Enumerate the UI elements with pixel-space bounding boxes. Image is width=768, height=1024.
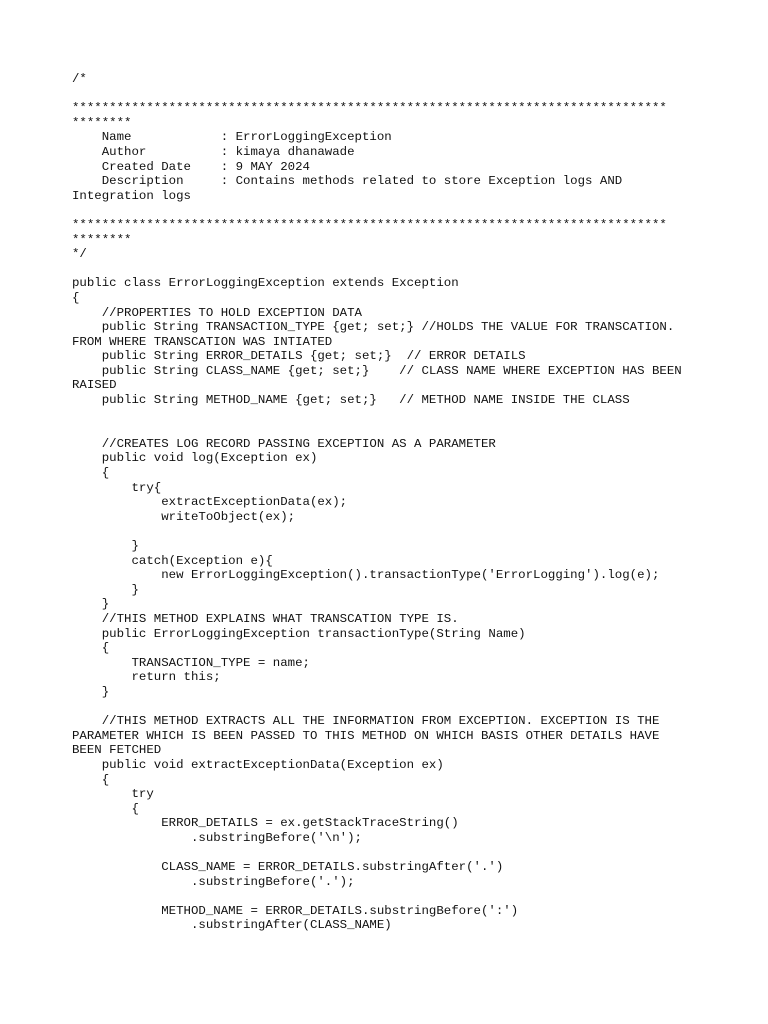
code-line: { <box>72 772 110 787</box>
code-line: RAISED <box>72 378 117 393</box>
code-line: { <box>72 641 110 656</box>
code-line: Description : Contains methods related to store Exception logs AND <box>72 174 623 189</box>
code-line: public void log(Exception ex) <box>72 451 318 466</box>
code-line: public void extractExceptionData(Exception ex) <box>72 757 444 772</box>
code-line: ERROR_DETAILS = ex.getStackTraceString() <box>72 816 459 831</box>
code-line: ******************************************************************************** <box>72 217 667 232</box>
code-line <box>72 203 702 218</box>
code-line: ******** <box>72 232 132 247</box>
code-line: public class ErrorLoggingException extends Exception <box>72 276 459 291</box>
code-line: .substringBefore('.'); <box>72 874 355 889</box>
code-line <box>72 87 702 102</box>
code-line: /* <box>72 72 87 86</box>
code-line: try{ <box>72 480 162 495</box>
code-line: //CREATES LOG RECORD PASSING EXCEPTION AS A PARAMETER <box>72 436 496 451</box>
code-line: { <box>72 466 110 481</box>
code-line: ******************************************************************************** <box>72 101 667 116</box>
code-line: CLASS_NAME = ERROR_DETAILS.substringAfter('.') <box>72 860 504 875</box>
code-line: //THIS METHOD EXTRACTS ALL THE INFORMATION FROM EXCEPTION. EXCEPTION IS THE <box>72 714 660 729</box>
code-line: ******** <box>72 115 132 130</box>
code-line: new ErrorLoggingException().transactionType('ErrorLogging').log(e); <box>72 568 660 583</box>
code-line <box>72 524 702 539</box>
code-line: { <box>72 801 139 816</box>
code-line: Integration logs <box>72 188 191 203</box>
code-line: PARAMETER WHICH IS BEEN PASSED TO THIS METHOD ON WHICH BASIS OTHER DETAILS HAVE <box>72 728 660 743</box>
code-line <box>72 422 702 437</box>
code-listing <box>72 72 702 933</box>
code-line: Author : kimaya dhanawade <box>72 144 355 159</box>
code-line: extractExceptionData(ex); <box>72 495 348 510</box>
code-line <box>72 845 702 860</box>
code-line: catch(Exception e){ <box>72 553 273 568</box>
code-line: writeToObject(ex); <box>72 509 296 524</box>
code-line: } <box>72 582 139 597</box>
code-line: } <box>72 684 110 699</box>
code-line: .substringBefore('\n'); <box>72 830 362 845</box>
code-line: //PROPERTIES TO HOLD EXCEPTION DATA <box>72 305 362 320</box>
code-line: TRANSACTION_TYPE = name; <box>72 655 310 670</box>
code-line: */ <box>72 247 87 262</box>
code-line: { <box>72 290 80 305</box>
code-line <box>72 408 702 423</box>
code-line: public ErrorLoggingException transactionType(String Name) <box>72 626 526 641</box>
code-line: //THIS METHOD EXPLAINS WHAT TRANSCATION TYPE IS. <box>72 611 459 626</box>
code-line: Name : ErrorLoggingException <box>72 130 392 145</box>
code-line: Created Date : 9 MAY 2024 <box>72 159 310 174</box>
code-line: BEEN FETCHED <box>72 743 162 758</box>
code-line: return this; <box>72 670 221 685</box>
code-line: .substringAfter(CLASS_NAME) <box>72 918 392 933</box>
code-line: METHOD_NAME = ERROR_DETAILS.substringBefore(':') <box>72 903 519 918</box>
code-line: public String CLASS_NAME {get; set;} // CLASS NAME WHERE EXCEPTION HAS BEEN <box>72 363 682 378</box>
code-line: } <box>72 597 110 612</box>
code-line: public String TRANSACTION_TYPE {get; set;} //HOLDS THE VALUE FOR TRANSCATION. <box>72 320 675 335</box>
code-line: } <box>72 539 139 553</box>
code-line: FROM WHERE TRANSCATION WAS INTIATED <box>72 334 333 349</box>
code-line <box>72 700 702 715</box>
code-line <box>72 262 702 277</box>
code-line: public String METHOD_NAME {get; set;} // METHOD NAME INSIDE THE CLASS <box>72 393 630 408</box>
code-line: public String ERROR_DETAILS {get; set;} // ERROR DETAILS <box>72 349 526 364</box>
code-line <box>72 889 702 904</box>
code-line: try <box>72 787 154 802</box>
